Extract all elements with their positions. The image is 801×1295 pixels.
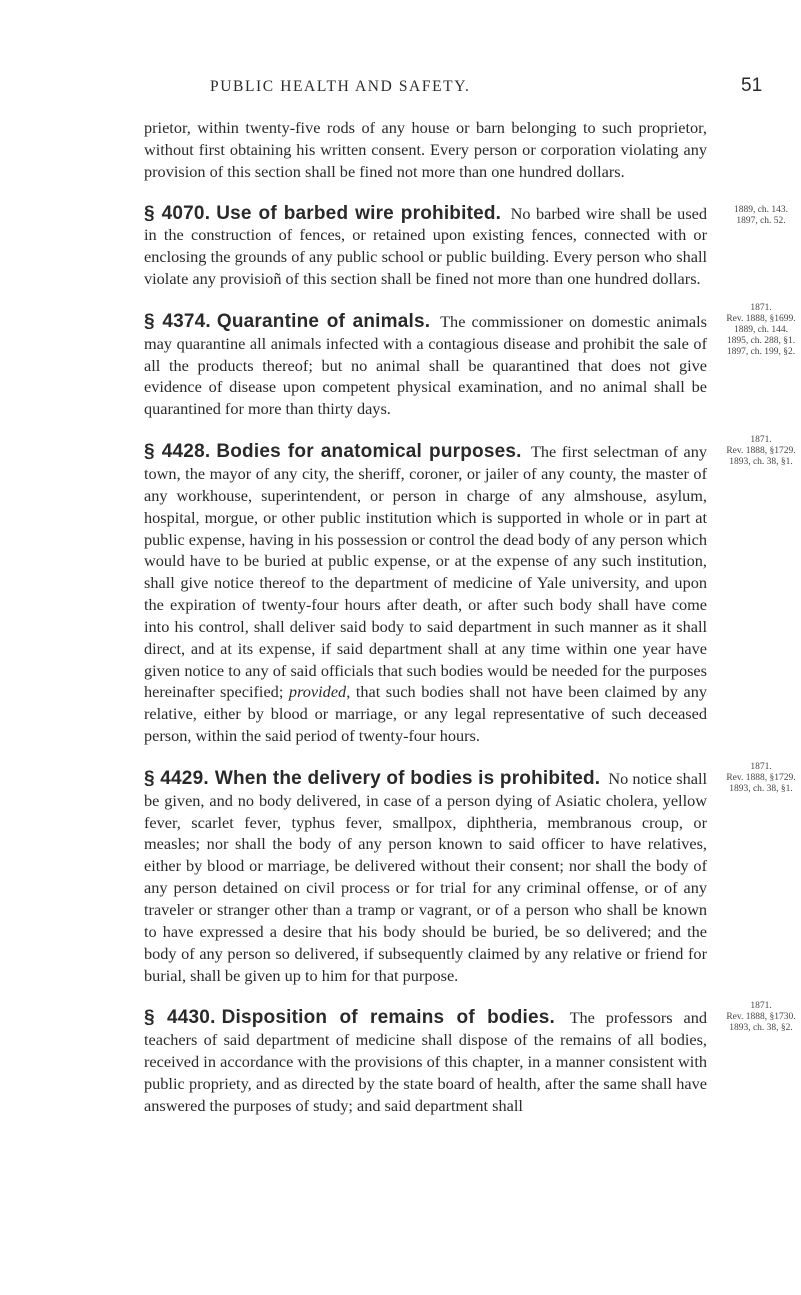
- section-title: Quarantine of animals.: [216, 310, 431, 332]
- citation-line: 1897, ch. 199, §2.: [726, 346, 796, 357]
- citation-line: 1889, ch. 143.: [733, 204, 789, 215]
- citation-line: Rev. 1888, §1729.: [726, 772, 796, 783]
- section-number: § 4429.: [144, 767, 209, 789]
- section-text-continued: that such bodies shall not have been claimed by any relative, either by blood or marriage, or any legal representative of such deceased person, within the said period of twenty-four hours.: [144, 682, 707, 746]
- section-4374: [144, 302, 796, 420]
- section-text: The professors and teachers of said department of medicine shall dispose of the remains of all bodies, received in accordance with the provisions of this chapter, in a manner consistent with public propriety, and as directed by the state board of health, after the same shall have answered the purposes of study; and said department shall: [144, 1008, 707, 1115]
- citation-line: Rev. 1888, §1730.: [726, 1012, 796, 1023]
- citation-line: Rev. 1888, §1699.: [726, 313, 796, 324]
- margin-citation: [716, 205, 801, 227]
- running-header: [0, 75, 801, 100]
- citation-line: 1871.: [750, 302, 772, 313]
- section-title: Use of barbed wire prohibited.: [216, 202, 502, 224]
- section-heading: [144, 203, 505, 224]
- citation-line: 1893, ch. 38, §1.: [729, 457, 793, 468]
- running-title: PUBLIC HEALTH AND SAFETY.: [210, 78, 471, 95]
- citation-line: 1897, ch. 52.: [736, 215, 786, 226]
- section-number: § 4430.: [144, 1007, 216, 1029]
- section-title: Bodies for anatomical purposes.: [216, 441, 522, 463]
- section-number: § 4070.: [144, 202, 211, 224]
- citation-line: 1889, ch. 144.: [733, 324, 789, 335]
- section-heading: [144, 768, 604, 789]
- section-4430: [144, 1001, 796, 1116]
- margin-citation: [716, 303, 801, 358]
- section-text: No barbed wire shall be used in the construction of fences, or retained upon existing fences, connected with or enclosing the grounds of any public school or public building. Every person who shall violate any provisioñ of this section shall be fined not more than one hundred dollars.: [144, 203, 708, 289]
- citation-line: 1871.: [750, 1001, 772, 1012]
- page-number: 51: [741, 75, 763, 96]
- section-heading: [144, 441, 526, 462]
- citation-line: 1895, ch. 288, §1.: [726, 335, 796, 346]
- section-paragraph: [144, 311, 707, 420]
- section-4428: [144, 435, 796, 747]
- section-paragraph: [144, 1007, 707, 1116]
- section-paragraph: [144, 768, 707, 986]
- section-heading: [144, 311, 434, 332]
- citation-line: 1871.: [750, 761, 772, 772]
- margin-citation: [716, 1001, 801, 1034]
- citation-line: Rev. 1888, §1729.: [726, 446, 796, 457]
- section-paragraph: [144, 203, 707, 290]
- margin-citation: [716, 762, 801, 795]
- section-title: Disposition of remains of bodies.: [221, 1007, 556, 1029]
- margin-citation: [716, 435, 801, 468]
- page-body: [144, 117, 796, 1117]
- intro-paragraph: prietor, within twenty-five rods of any house or barn belonging to such proprietor, without first obtaining his written consent. Every person or corporation violating any provision of this section shall be fined not more than one hundred dollars.: [144, 118, 707, 181]
- section-number: § 4428.: [144, 441, 211, 463]
- section-text: The commissioner on domestic animals may quarantine all animals infected with a contagious disease and prohibit the sale of all the products thereof; but no animal shall be quarantined that does not give evidence of disease upon competent physical examination, and no animal shall be quarantined for more than thirty days.: [144, 311, 708, 419]
- citation-line: 1893, ch. 38, §2.: [729, 1023, 793, 1034]
- section-heading: [144, 1007, 559, 1028]
- section-paragraph: [144, 441, 707, 747]
- section-4070: [144, 202, 789, 290]
- citation-line: 1871.: [750, 435, 772, 446]
- section-text: The first selectman of any town, the mayor of any city, the sheriff, coroner, or jailer of any county, the master of any workhouse, superintendent, or person in charge of any almshouse, asylum, hospital, morgue, or other public institution which is supported in whole or in part at public expense, having in his possession or control the dead body of any person which would have to be buried at public expense, or at the expense of any such institution, shall give notice thereof to the department of medicine of Yale university, and upon the expiration of twenty-four hours after death, or after such body shall have come into his control, shall deliver said body to said department in such manner as it shall direct, and at its expense, if said department shall at any time within one year have given notice to any of said officials that such bodies would be needed for the purposes hereinafter specified;: [144, 442, 707, 702]
- section-title: When the delivery of bodies is prohibited.: [214, 767, 601, 789]
- section-emphasis: provided,: [288, 682, 351, 702]
- citation-line: 1893, ch. 38, §1.: [729, 783, 793, 794]
- section-4429: [144, 761, 796, 986]
- section-number: § 4374.: [144, 310, 211, 332]
- section-text: No notice shall be given, and no body delivered, in case of a person dying of Asiatic cholera, yellow fever, scarlet fever, typhus fever, smallpox, diphtheria, membranous croup, or measles; nor shall the body of any person known to said officer to have relatives, either by blood or marriage, be delivered without their consent; nor shall the body of any person detained on civil process or for trial for any criminal offense, or of any traveler or stranger other than a tramp or vagrant, or of a person who shall be known to have expressed a desire that his body should be buried, be so delivered; and the body of any person so delivered, if subsequently claimed by any relative or friend for burial, shall be given up to him for that purpose.: [144, 768, 707, 985]
